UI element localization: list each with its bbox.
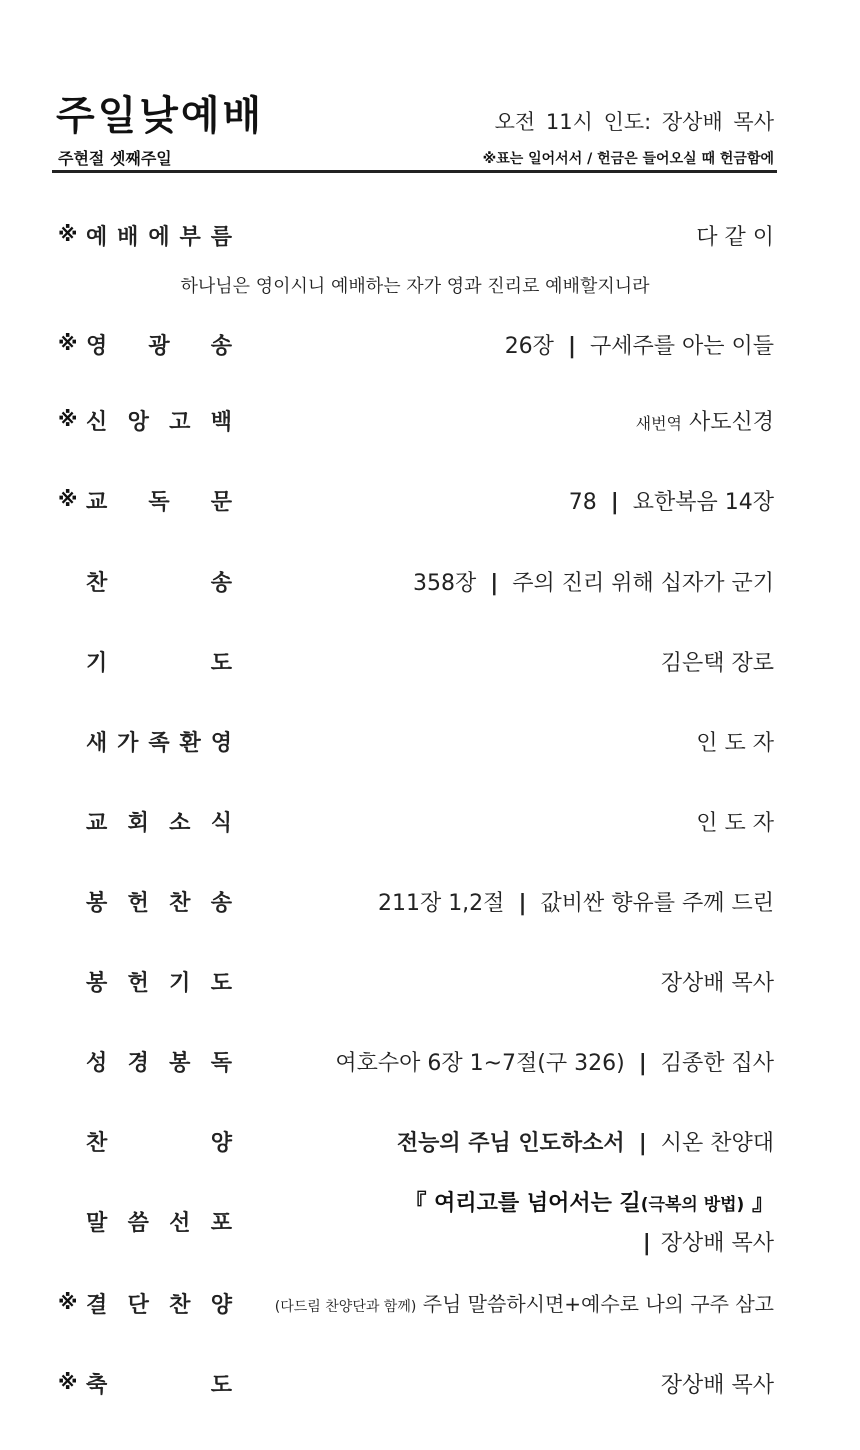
order-value: [413, 566, 774, 597]
order-label: 영 광 송: [86, 334, 232, 359]
order-row-benediction: [0, 1362, 860, 1402]
order-label: 교 회 소 식: [86, 811, 232, 836]
separator: |: [638, 1051, 647, 1076]
order-value: 인도자: [696, 731, 781, 756]
hymn-number: 26장: [504, 334, 554, 359]
order-label: 교 독 문: [86, 490, 232, 515]
order-row-response-hymn: [0, 1282, 860, 1322]
hymn-title: 주의 진리 위해 십자가 군기: [512, 571, 774, 596]
order-row-offering-prayer: [0, 960, 860, 1000]
order-value: [636, 405, 774, 436]
separator: |: [610, 490, 619, 515]
order-label: 기 도: [86, 651, 232, 676]
instruction-note: ※표는 일어서서 / 헌금은 들어오실 때 헌금함에: [482, 151, 774, 167]
stand-mark: ※: [58, 222, 78, 246]
order-row-prayer: [0, 640, 860, 680]
order-row-confession: [0, 399, 860, 439]
sermon-preacher: | 장상배 목사: [642, 1231, 774, 1256]
hymn-title: 구세주를 아는 이들: [589, 334, 774, 359]
stand-mark: ※: [58, 487, 78, 511]
creed-name: 사도신경: [688, 410, 774, 435]
translation-note: 새번역: [635, 414, 682, 433]
order-row-call-to-worship: [0, 214, 860, 254]
order-row-announcements: [0, 800, 860, 840]
order-value: [335, 1046, 774, 1077]
sermon-subtitle: (극복의 방법): [640, 1195, 745, 1215]
order-value: 장상배 목사: [660, 971, 774, 996]
order-label: 말 씀 선 포: [86, 1211, 232, 1236]
order-row-scripture-reading: [0, 1040, 860, 1080]
order-row-newcomer-welcome: [0, 720, 860, 760]
order-value: [275, 1288, 774, 1317]
order-label: 봉 헌 기 도: [86, 971, 232, 996]
order-label: 예 배 에 부 름: [86, 225, 232, 250]
stand-mark: ※: [58, 1370, 78, 1394]
sermon-title: 『 여리고를 넘어서는 길(극복의 방법) 』: [404, 1191, 774, 1216]
order-value: [397, 1126, 774, 1157]
stand-mark: ※: [58, 331, 78, 355]
hymn-title: 값비싼 향유를 주께 드린: [540, 891, 774, 916]
order-label: 봉 헌 찬 송: [86, 891, 232, 916]
order-value: [505, 329, 774, 360]
order-label: 찬 양: [86, 1131, 232, 1156]
hymn-number: 358장: [412, 571, 477, 596]
order-label: 신 앙 고 백: [86, 410, 232, 435]
separator: |: [490, 571, 499, 596]
order-row-offering-hymn: [0, 880, 860, 920]
order-value: 장상배 목사: [660, 1373, 774, 1398]
order-label: 성 경 봉 독: [86, 1051, 232, 1076]
separator: |: [567, 334, 576, 359]
order-label: 새 가 족 환 영: [86, 731, 232, 756]
order-label: 축 도: [86, 1373, 232, 1398]
liturgical-week: 주현절 셋째주일: [58, 149, 172, 168]
order-value: 다같이: [696, 225, 781, 250]
anthem-title: 전능의 주님 인도하소서: [396, 1131, 625, 1156]
order-value: 인도자: [696, 811, 781, 836]
reading-number: 78: [568, 490, 597, 515]
choir-name: 시온 찬양대: [660, 1131, 774, 1156]
stand-mark: ※: [58, 1290, 78, 1314]
order-row-hymn: [0, 560, 860, 600]
reader-name: 김종한 집사: [660, 1051, 774, 1076]
hymn-number: 211장 1,2절: [377, 891, 505, 916]
page-title: 주일낮예배: [56, 93, 265, 139]
order-value: [569, 485, 774, 516]
order-value: [378, 886, 774, 917]
order-label: 찬 송: [86, 571, 232, 596]
header-divider: [52, 170, 777, 173]
call-verse: 하나님은 영이시니 예배하는 자가 영과 진리로 예배할지니라: [180, 276, 650, 297]
order-row-gloria: [0, 323, 860, 363]
order-value: 김은택 장로: [660, 651, 774, 676]
separator: |: [642, 1231, 651, 1256]
stand-mark: ※: [58, 407, 78, 431]
response-hymn-title: 주님 말씀하시면+예수로 나의 구주 삼고: [422, 1292, 774, 1316]
order-label: 결 단 찬 양: [86, 1293, 232, 1318]
separator: |: [638, 1131, 647, 1156]
order-row-responsive-reading: [0, 479, 860, 519]
separator: |: [518, 891, 527, 916]
with-ensemble-note: (다드림 찬양단과 함께): [274, 1299, 417, 1315]
order-row-anthem: [0, 1120, 860, 1160]
scripture-passage: 여호수아 6장 1~7절(구 326): [335, 1051, 625, 1076]
service-time-leader: 오전 11시 인도: 장상배 목사: [494, 110, 774, 134]
reading-passage: 요한복음 14장: [632, 490, 774, 515]
